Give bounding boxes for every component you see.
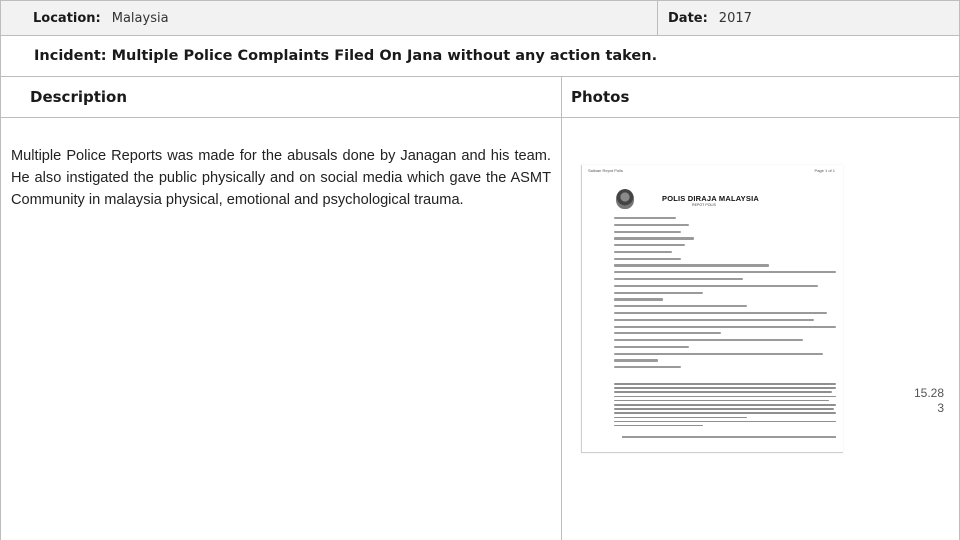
report-top-bar	[588, 168, 835, 173]
report-title: POLIS DIRAJA MALAYSIA	[662, 194, 759, 203]
report-statement-lines	[614, 383, 836, 429]
report-page-label: Page 1 of 1	[814, 168, 835, 173]
page-number	[914, 386, 944, 416]
report-subtitle: REPOT POLIS	[692, 203, 716, 207]
header-row	[0, 0, 960, 36]
page-number-line2: 3	[937, 401, 944, 415]
description-header: Description	[0, 76, 562, 118]
date-cell	[657, 0, 960, 36]
police-crest-icon	[616, 189, 634, 209]
date-label: Date:	[668, 10, 708, 26]
report-field-lines	[614, 217, 836, 373]
photos-cell	[561, 117, 960, 540]
location-cell	[0, 0, 658, 36]
description-cell	[0, 117, 562, 540]
report-url-line	[622, 436, 836, 438]
column-headers	[0, 76, 960, 118]
incident-title: Incident: Multiple Police Complaints Filed On Jana without any action taken.	[0, 35, 960, 77]
report-top-left: Salinan Repot Polis	[588, 168, 623, 173]
description-text: Multiple Police Reports was made for the abusals done by Janagan and his team. He also instigated the public physically and on social media which gave the ASMT Community in malaysia physical, emotional and psychological trauma.	[11, 148, 551, 208]
location-value: Malaysia	[111, 10, 169, 26]
page-number-line1: 15.28	[913, 386, 944, 400]
police-report-image	[581, 165, 843, 453]
photos-header: Photos	[561, 76, 960, 118]
date-value: 2017	[718, 10, 752, 26]
location-label: Location:	[33, 10, 101, 26]
